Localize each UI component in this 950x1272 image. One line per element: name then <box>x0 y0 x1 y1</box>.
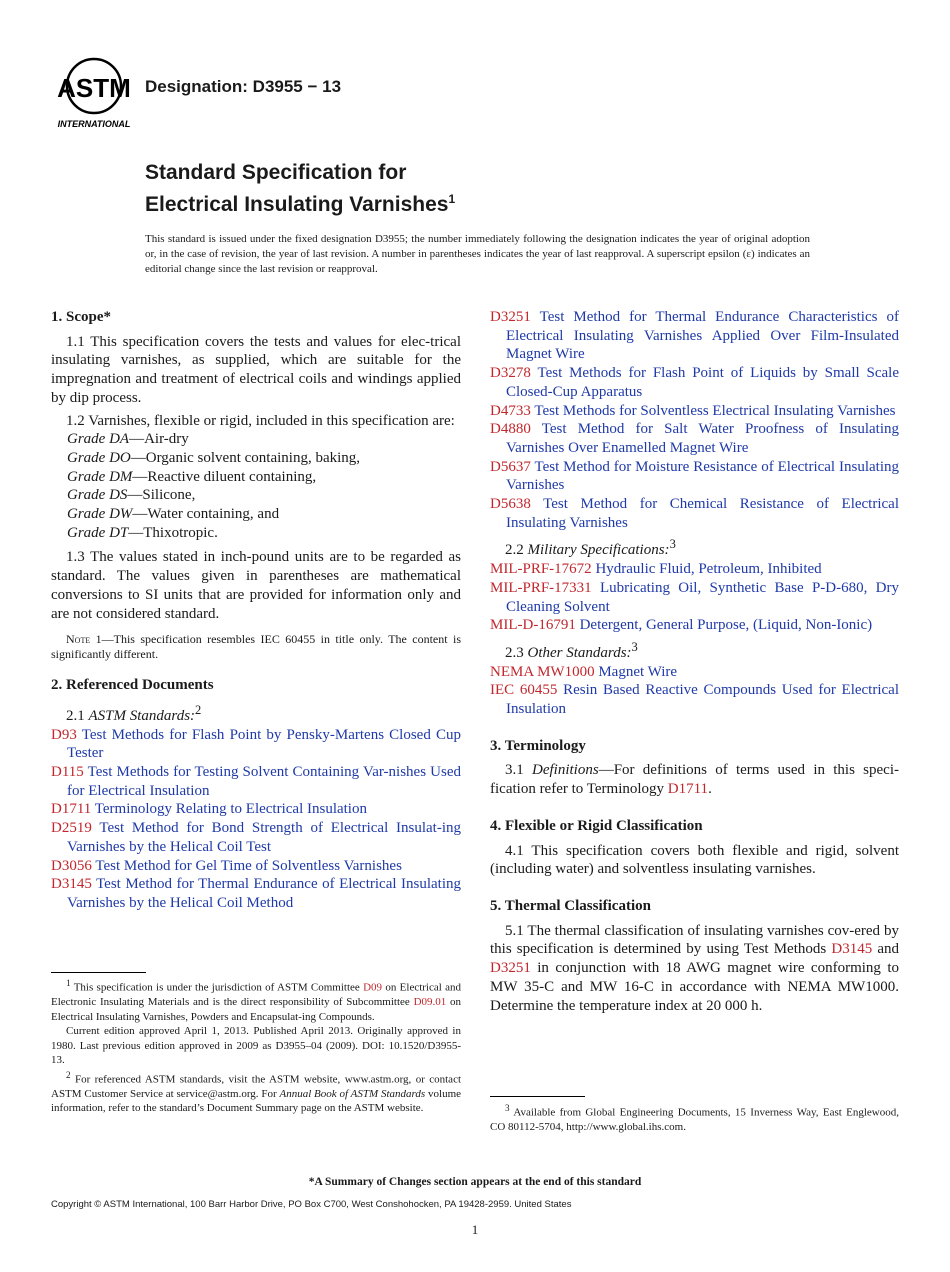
ref-item <box>51 857 461 876</box>
ref-item <box>51 819 461 856</box>
ref-code-link[interactable]: D3056 <box>51 857 92 874</box>
ref-item <box>490 495 899 532</box>
title-line-1: Standard Specification for <box>145 161 407 184</box>
ref-item <box>490 681 899 718</box>
left-column <box>51 308 461 913</box>
ref-title-link[interactable]: Test Method for Gel Time of Solventless Varnishes <box>95 857 402 874</box>
ref-code-link[interactable]: MIL-D-16791 <box>490 617 576 634</box>
ref-title-link[interactable]: Lubricating Oil, Synthetic Base P-D-680, Dry Cleaning Solvent <box>506 579 899 615</box>
ref-title-link[interactable]: Magnet Wire <box>598 663 678 680</box>
note-1: Note 1—This specification resembles IEC 60455 in title only. The content is significantly different. <box>51 632 461 662</box>
ref-code-link[interactable]: D3145 <box>51 876 92 893</box>
preamble: This standard is issued under the fixed designation D3955; the number immediately following the designation indicates the year of original adoption or, in the case of revision, the year of last revision. A number in parentheses indicates the year of last reapproval. A superscript epsilon (ε) indicates an editorial change since the last revision or reapproval. <box>145 233 810 275</box>
ref-code-link[interactable]: MIL-PRF-17331 <box>490 579 592 596</box>
footnote-rule <box>490 1096 585 1097</box>
ref-item <box>490 402 899 421</box>
section-scope-heading: 1. Scope* <box>51 309 111 325</box>
ref-item <box>490 579 899 616</box>
document-title <box>145 160 455 218</box>
ref-title-link[interactable]: Detergent, General Purpose, (Liquid, Non-Ionic) <box>579 617 873 634</box>
ref-item <box>490 458 899 495</box>
ref-code-link[interactable]: NEMA MW1000 <box>490 663 595 680</box>
ref-title-link[interactable]: Test Method for Bond Strength of Electrical Insulat-ing Varnishes by the Helical Coil Test <box>67 820 461 855</box>
astm-logo <box>51 56 137 132</box>
ref-item <box>51 875 461 912</box>
grade-item: Grade DA—Air-dry <box>67 431 189 448</box>
ref-code-link[interactable]: IEC 60455 <box>490 682 558 699</box>
other-standards-label: 2.3 Other Standards:$^3$ <box>505 639 638 661</box>
grade-item: Grade DS—Silicone, <box>67 487 196 504</box>
ref-code-link[interactable]: D5638 <box>490 496 531 513</box>
ref-code-link[interactable]: D3251 <box>490 309 531 325</box>
ref-code-link[interactable]: D93 <box>51 726 77 743</box>
ref-item <box>51 800 461 819</box>
military-ref-list <box>490 560 899 635</box>
footnote-1-edition: Current edition approved April 1, 2013. Published April 2013. Originally approved in 1980. Last previous edition approved in 2009 as D3955–04 (2009). DOI: 10.1520/D3955-13. <box>51 1025 461 1067</box>
ref-title-link[interactable]: Test Methods for Flash Point of Liquids by Small Scale Closed-Cup Apparatus <box>506 365 900 400</box>
grade-item: Grade DO—Organic solvent containing, baking, <box>67 449 361 466</box>
ref-code-link[interactable]: D1711 <box>51 801 92 818</box>
military-specs-label: 2.2 Military Specifications:$^3$ <box>505 537 676 559</box>
thermal-5-1: 5.1 The thermal classification of insulating varnishes cov-ered by this specification is determined by using Test Methods D3145 and D3251 in conjunction with 18 AWG magnet wire conforming to MW 35-C and MW 16-C in accordance with NEMA MW1000. Determine the temperature index at 20 000 h. <box>490 922 899 1014</box>
ref-title-link[interactable]: Test Methods for Testing Solvent Containing Var-nishes Used for Electrical Insulation <box>67 764 461 799</box>
ref-title-link[interactable]: Test Method for Moisture Resistance of Electrical Insulating Varnishes <box>506 458 899 494</box>
terminology-link[interactable]: D1711 <box>667 781 709 798</box>
ref-title-link[interactable]: Test Method for Thermal Endurance Characteristics of Electrical Insulating Varnishes Applied Over Film-Insulated Magnet Wire <box>506 309 899 363</box>
ref-item <box>490 560 899 579</box>
ref-title-link[interactable]: Hydraulic Fluid, Petroleum, Inhibited <box>595 561 822 578</box>
right-column <box>490 308 899 1015</box>
astm-ref-list-continued <box>490 308 899 532</box>
section-refs-heading: 2. Referenced Documents <box>51 677 214 694</box>
ref-title-link[interactable]: Test Method for Thermal Endurance of Electrical Insulating Varnishes by the Helical Coil Method <box>67 876 461 911</box>
ref-title-link[interactable]: Test Method for Chemical Resistance of Electrical Insulating Varnishes <box>506 496 899 531</box>
ref-code-link[interactable]: MIL-PRF-17672 <box>490 561 592 578</box>
scope-1-2: 1.2 Varnishes, flexible or rigid, included in this specification are: <box>66 412 455 429</box>
footnotes-left <box>51 972 461 1116</box>
ref-item <box>490 663 899 682</box>
ref-code-link[interactable]: D115 <box>51 764 84 781</box>
ref-code-link[interactable]: D4733 <box>490 402 531 419</box>
thermal-link-d3251[interactable]: D3251 <box>490 960 531 977</box>
grade-item: Grade DT—Thixotropic. <box>67 524 218 541</box>
section-terminology-heading: 3. Terminology <box>490 737 586 754</box>
ref-code-link[interactable]: D5637 <box>490 458 531 475</box>
thermal-link-d3145[interactable]: D3145 <box>831 941 873 958</box>
ref-item <box>490 616 899 635</box>
ref-item <box>51 726 461 763</box>
terminology-3-1: 3.1 Definitions—For definitions of terms used in this speci-fication refer to Terminology D1711. <box>490 762 900 798</box>
ref-title-link[interactable]: Terminology Relating to Electrical Insulation <box>94 801 367 818</box>
ref-code-link[interactable]: D2519 <box>51 820 92 837</box>
scope-1-1: 1.1 This specification covers the tests and values for elec-trical insulating varnishes, as supplied, which are suitable for the impregnation and treatment of electrical coils and windings applied by dip process. <box>51 333 461 406</box>
astm-standards-label: 2.1 ASTM Standards:$^2$ <box>66 702 202 724</box>
grade-item: Grade DM—Reactive diluent containing, <box>67 468 317 485</box>
footnotes-right <box>490 1096 899 1135</box>
section-flexible-heading: 4. Flexible or Rigid Classification <box>490 817 703 834</box>
title-footnote-mark: 1 <box>448 192 456 206</box>
ref-item <box>490 308 899 364</box>
footnote-2: $^2$ For referenced ASTM standards, visit the ASTM website, www.astm.org, or contact ASTM Customer Service at service@astm.org. For Annual Book of ASTM Standards volume information, refer to the standard’s Document Summary page on the ASTM website. <box>51 1069 462 1115</box>
section-thermal-heading: 5. Thermal Classification <box>490 897 651 914</box>
footnote-1: $^1$ This specification is under the jurisdiction of ASTM Committee D09 on Electrical and Electronic Insulating Materials and is the direct responsibility of Subcommittee D09.01 on Electrical Insulating Varnishes, Powders and Encapsulat-ing Compounds. <box>51 978 462 1023</box>
ref-title-link[interactable]: Test Methods for Flash Point by Pensky-Martens Closed Cup Tester <box>67 726 461 762</box>
copyright: Copyright © ASTM International, 100 Barr Harbor Drive, PO Box C700, West Conshohocken, PA 19428-2959. United States <box>51 1199 572 1210</box>
ref-code-link[interactable]: D4880 <box>490 421 531 438</box>
footnote-link-d09[interactable]: D09 <box>363 981 383 994</box>
ref-item <box>51 763 461 800</box>
flexible-4-1: 4.1 This specification covers both flexible and rigid, solvent (including water) and solventless insulating varnishes. <box>490 842 899 878</box>
summary-of-changes-note: *A Summary of Changes section appears at the end of this standard <box>308 1176 642 1188</box>
ref-title-link[interactable]: Test Method for Salt Water Proofness of Insulating Varnishes Over Enamelled Magnet Wire <box>506 421 899 456</box>
scope-1-3: 1.3 The values stated in inch-pound units are to be regarded as standard. The values given in parentheses are mathematical conversions to SI units that are provided for information only and are not considered standard. <box>51 549 461 622</box>
ref-code-link[interactable]: D3278 <box>490 365 531 382</box>
other-ref-list <box>490 663 899 719</box>
footnote-3: $^3$ Available from Global Engineering Documents, 15 Inverness Way, East Englewood, CO 80112-5704, http://www.global.ihs.com. <box>490 1103 899 1134</box>
footnote-rule <box>51 972 146 973</box>
svg-text:INTERNATIONAL: INTERNATIONAL <box>57 119 131 129</box>
page-number: 1 <box>471 1222 479 1237</box>
grade-item: Grade DW—Water containing, and <box>67 506 280 523</box>
ref-title-link[interactable]: Test Methods for Solventless Electrical Insulating Varnishes <box>534 402 896 419</box>
ref-item <box>490 420 899 457</box>
designation: Designation: D3955 − 13 <box>145 77 342 96</box>
title-line-2: Electrical Insulating Varnishes$^1$ <box>145 192 456 216</box>
footnote-link-d09-01[interactable]: D09.01 <box>413 996 447 1009</box>
svg-text:ASTM: ASTM <box>57 73 131 103</box>
ref-title-link[interactable]: Resin Based Reactive Compounds Used for Electrical Insulation <box>506 682 899 718</box>
astm-ref-list <box>51 726 461 913</box>
grade-list <box>51 430 461 542</box>
ref-item <box>490 364 899 401</box>
